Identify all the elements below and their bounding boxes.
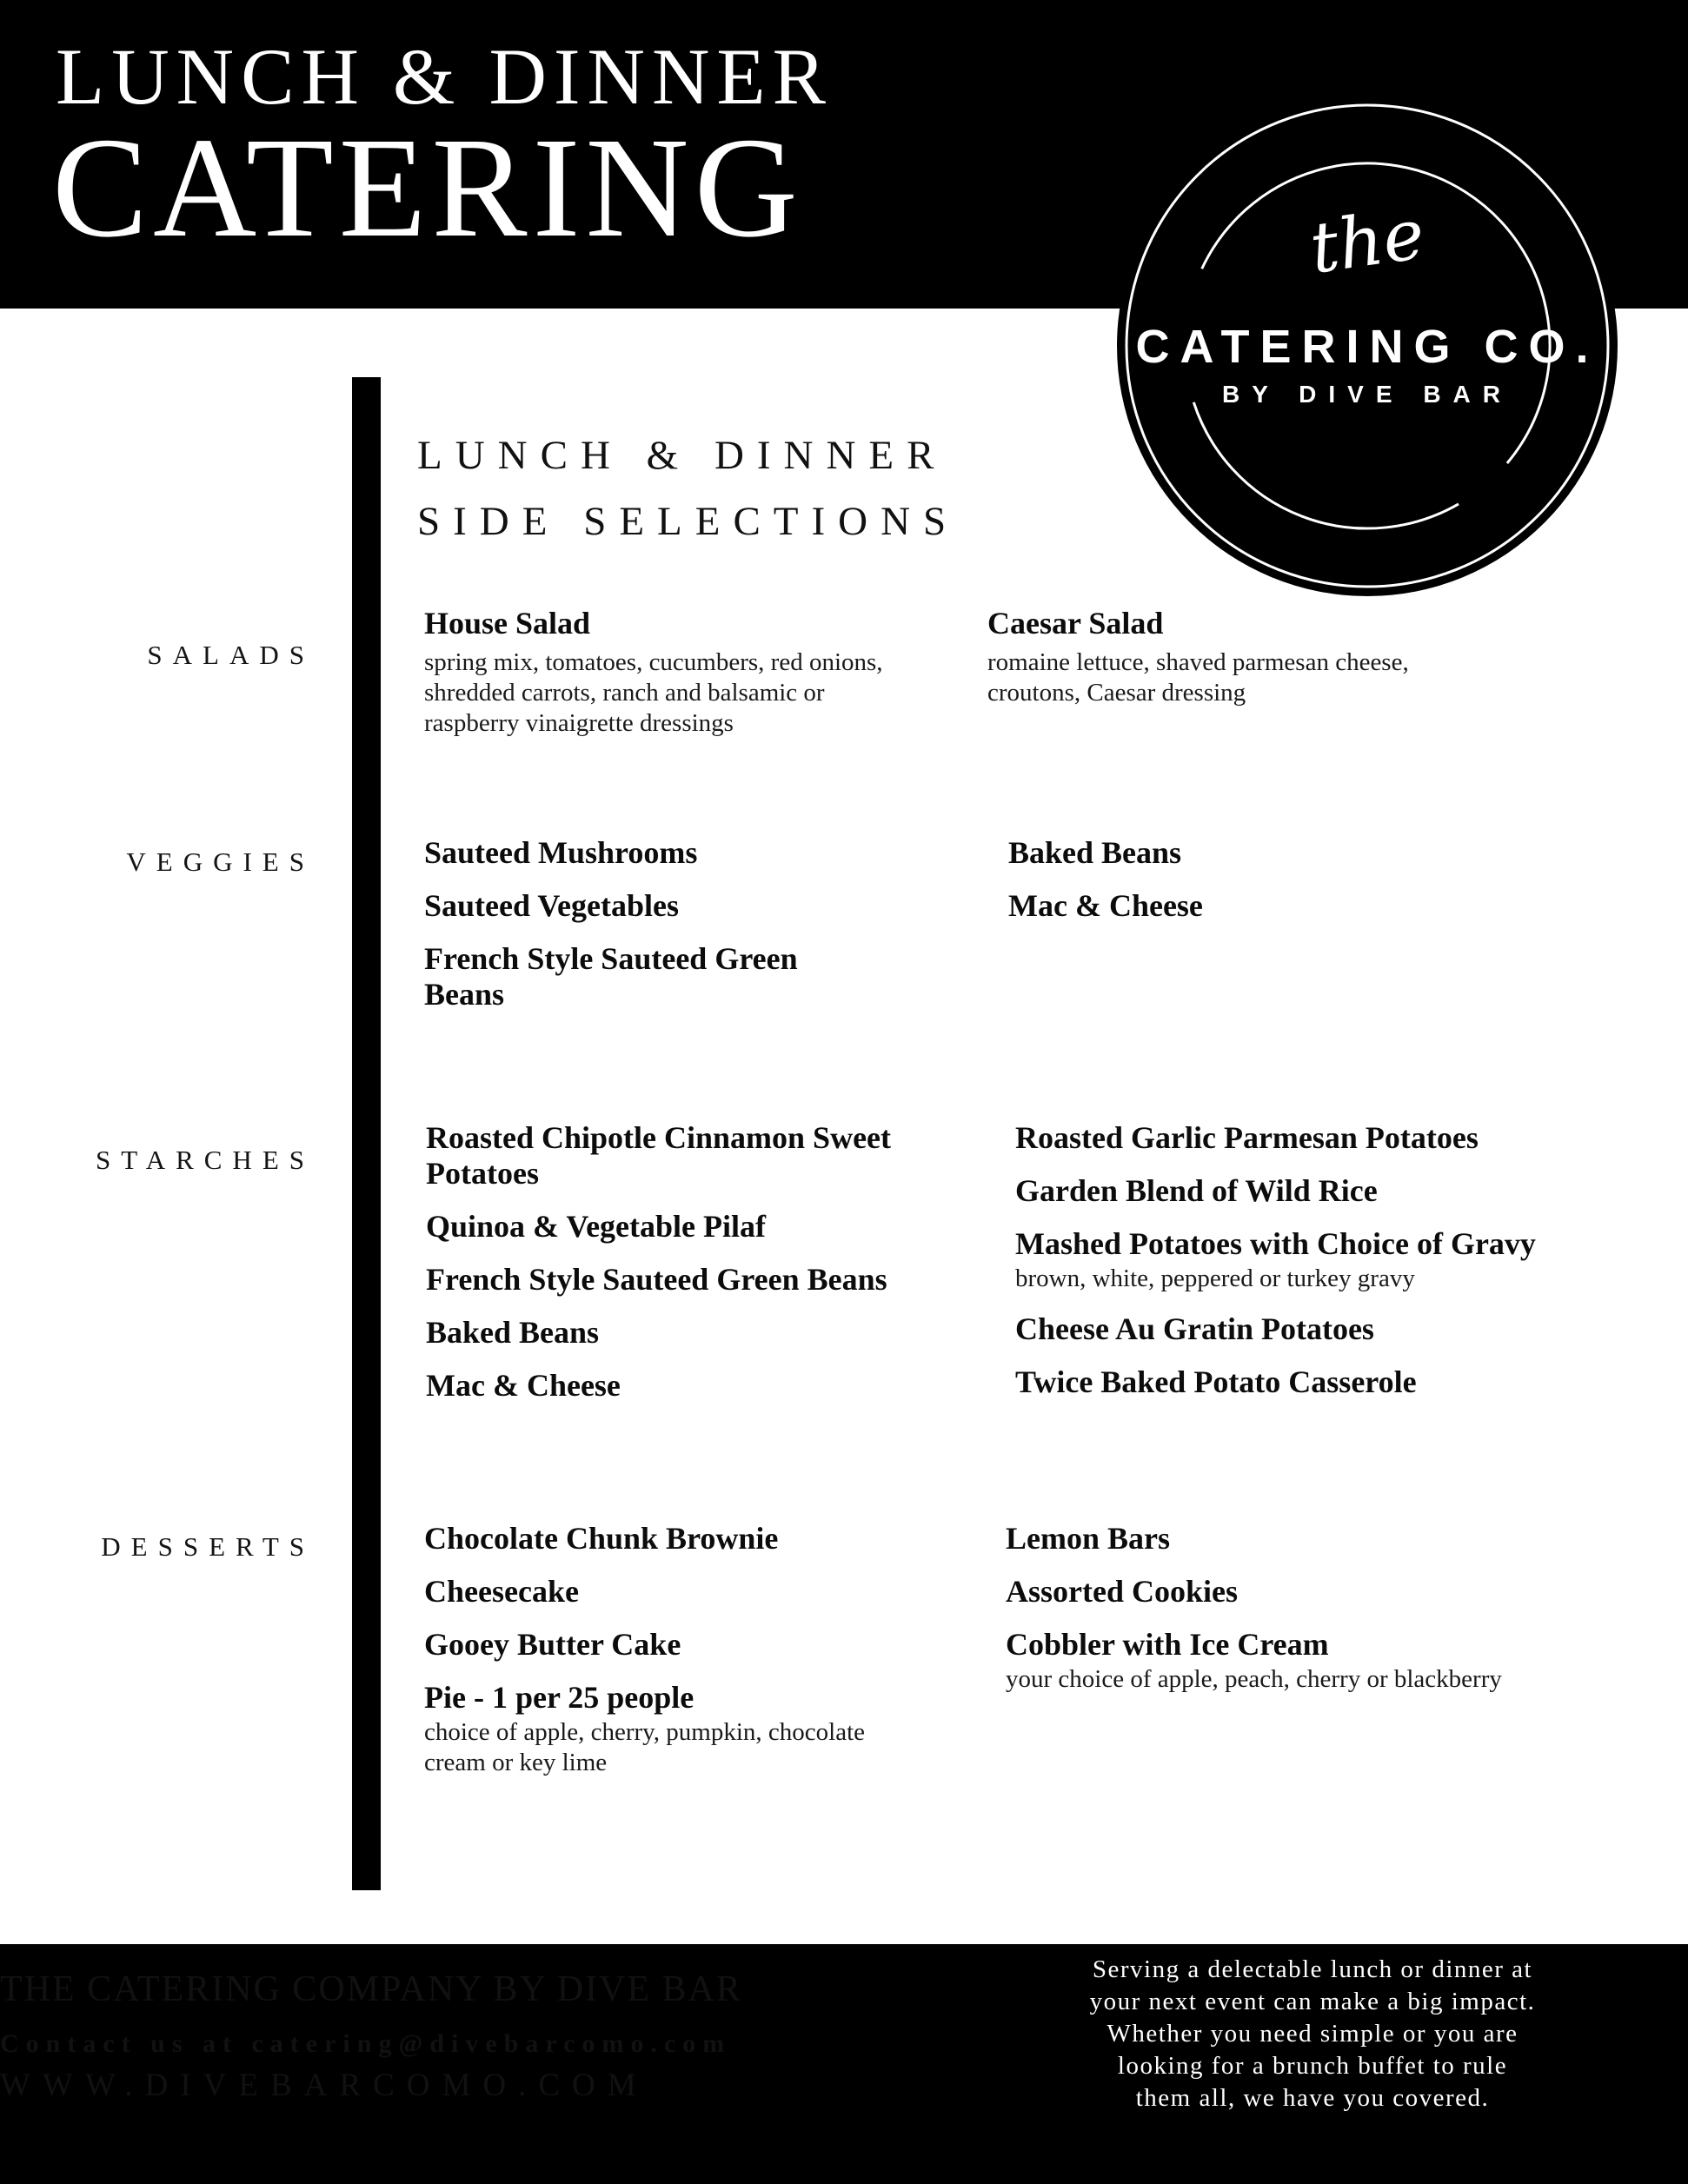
page-title-line1: LUNCH & DINNER	[56, 32, 833, 121]
menu-item-desc: spring mix, tomatoes, cucumbers, red onions, shredded carrots, ranch and balsamic or raspberry vinaigrette dressings	[424, 648, 883, 737]
menu-item-desc: your choice of apple, peach, cherry or blackberry	[1006, 1665, 1502, 1693]
menu-item-name: Chocolate Chunk Brownie	[424, 1521, 779, 1556]
menu-item	[426, 1315, 972, 1351]
menu-item-name: Baked Beans	[1008, 835, 1182, 870]
section-label-desserts: DESSERTS	[101, 1531, 315, 1562]
menu-item	[1015, 1364, 1576, 1400]
menu-item	[1015, 1311, 1576, 1347]
section-label-starches: STARCHES	[96, 1145, 315, 1175]
menu-item	[426, 1120, 972, 1192]
desserts-column-right	[1006, 1521, 1605, 1712]
menu-item-name: Baked Beans	[426, 1315, 600, 1350]
menu-item	[426, 1209, 972, 1245]
menu-item	[426, 1368, 972, 1404]
menu-item-desc: romaine lettuce, shaved parmesan cheese, croutons, Caesar dressing	[987, 648, 1409, 707]
menu-item	[1006, 1627, 1605, 1695]
menu-item	[1006, 1574, 1605, 1610]
menu-item	[426, 1262, 972, 1298]
menu-item	[1015, 1226, 1576, 1294]
logo-company-name: CATERING CO.	[1135, 321, 1599, 373]
menu-item-name: French Style Sauteed Green Beans	[424, 941, 798, 1012]
logo-subtitle: BY DIVE BAR	[1222, 381, 1512, 408]
menu-item	[424, 1627, 928, 1663]
menu-item	[1015, 1120, 1576, 1156]
menu-heading-line1: LUNCH & DINNER	[417, 433, 947, 478]
menu-item	[424, 888, 885, 924]
footer-contact-email: Contact us at catering@divebarcomo.com	[0, 2029, 732, 2058]
menu-item-name: House Salad	[424, 606, 591, 641]
menu-item-name: Cheese Au Gratin Potatoes	[1015, 1311, 1374, 1346]
menu-heading	[417, 422, 959, 554]
menu-item-name: Cobbler with Ice Cream	[1006, 1627, 1329, 1662]
menu-item	[424, 606, 924, 739]
footer-blurb: Serving a delectable lunch or dinner at your next event can make a big impact. Whether you need simple or you are looking for a brunch buffet to rule them all, we have you covered.	[1089, 1955, 1536, 2112]
menu-item	[987, 606, 1487, 708]
menu-item-name: Mac & Cheese	[426, 1368, 621, 1403]
menu-item-name: Assorted Cookies	[1006, 1574, 1238, 1609]
menu-item-desc: brown, white, peppered or turkey gravy	[1015, 1265, 1415, 1292]
menu-item-name: Roasted Garlic Parmesan Potatoes	[1015, 1120, 1479, 1155]
menu-item-name: Sauteed Vegetables	[424, 888, 680, 923]
menu-item	[424, 941, 885, 1012]
logo-script-the: the	[1305, 193, 1430, 289]
section-label-veggies: VEGGIES	[126, 846, 315, 877]
menu-item-name: Cheesecake	[424, 1574, 579, 1609]
menu-item-name: Caesar Salad	[987, 606, 1164, 641]
menu-item	[1015, 1173, 1576, 1209]
menu-item-name: Garden Blend of Wild Rice	[1015, 1173, 1378, 1208]
menu-item-name: Lemon Bars	[1006, 1521, 1170, 1556]
brand-logo	[1117, 96, 1618, 596]
menu-item	[1008, 835, 1495, 871]
salads-column-left	[424, 606, 924, 756]
menu-item-name: Pie - 1 per 25 people	[424, 1680, 694, 1715]
menu-item-name: Gooey Butter Cake	[424, 1627, 681, 1662]
menu-heading-line2: SIDE SELECTIONS	[417, 499, 960, 544]
menu-item-name: Quinoa & Vegetable Pilaf	[426, 1209, 767, 1244]
veggies-column-right	[1008, 835, 1495, 941]
veggies-column-left	[424, 835, 885, 1030]
menu-item	[424, 1680, 928, 1778]
menu-item	[1006, 1521, 1605, 1557]
menu-item	[424, 1521, 928, 1557]
salads-column-right	[987, 606, 1487, 726]
menu-item-name: Sauteed Mushrooms	[424, 835, 698, 870]
footer-website: WWW.DIVEBARCOMO.COM	[0, 2068, 648, 2103]
menu-item-name: French Style Sauteed Green Beans	[426, 1262, 887, 1297]
menu-item	[424, 1574, 928, 1610]
menu-item	[1008, 888, 1495, 924]
menu-item-name: Mashed Potatoes with Choice of Gravy	[1015, 1226, 1536, 1261]
section-label-salads: SALADS	[147, 640, 315, 670]
menu-item-name: Mac & Cheese	[1008, 888, 1203, 923]
page-title-line2: CATERING	[52, 108, 803, 267]
starches-column-left	[426, 1120, 972, 1421]
footer-band	[0, 1944, 1688, 2184]
vertical-divider-bar	[352, 377, 381, 1890]
menu-item-name: Roasted Chipotle Cinnamon Sweet Potatoes	[426, 1120, 892, 1191]
desserts-column-left	[424, 1521, 928, 1796]
footer-company-name: THE CATERING COMPANY BY DIVE BAR	[0, 1969, 742, 2009]
menu-item	[424, 835, 885, 871]
menu-item-desc: choice of apple, cherry, pumpkin, chocolate cream or key lime	[424, 1718, 866, 1776]
starches-column-right	[1015, 1120, 1576, 1417]
menu-item-name: Twice Baked Potato Casserole	[1015, 1364, 1417, 1399]
